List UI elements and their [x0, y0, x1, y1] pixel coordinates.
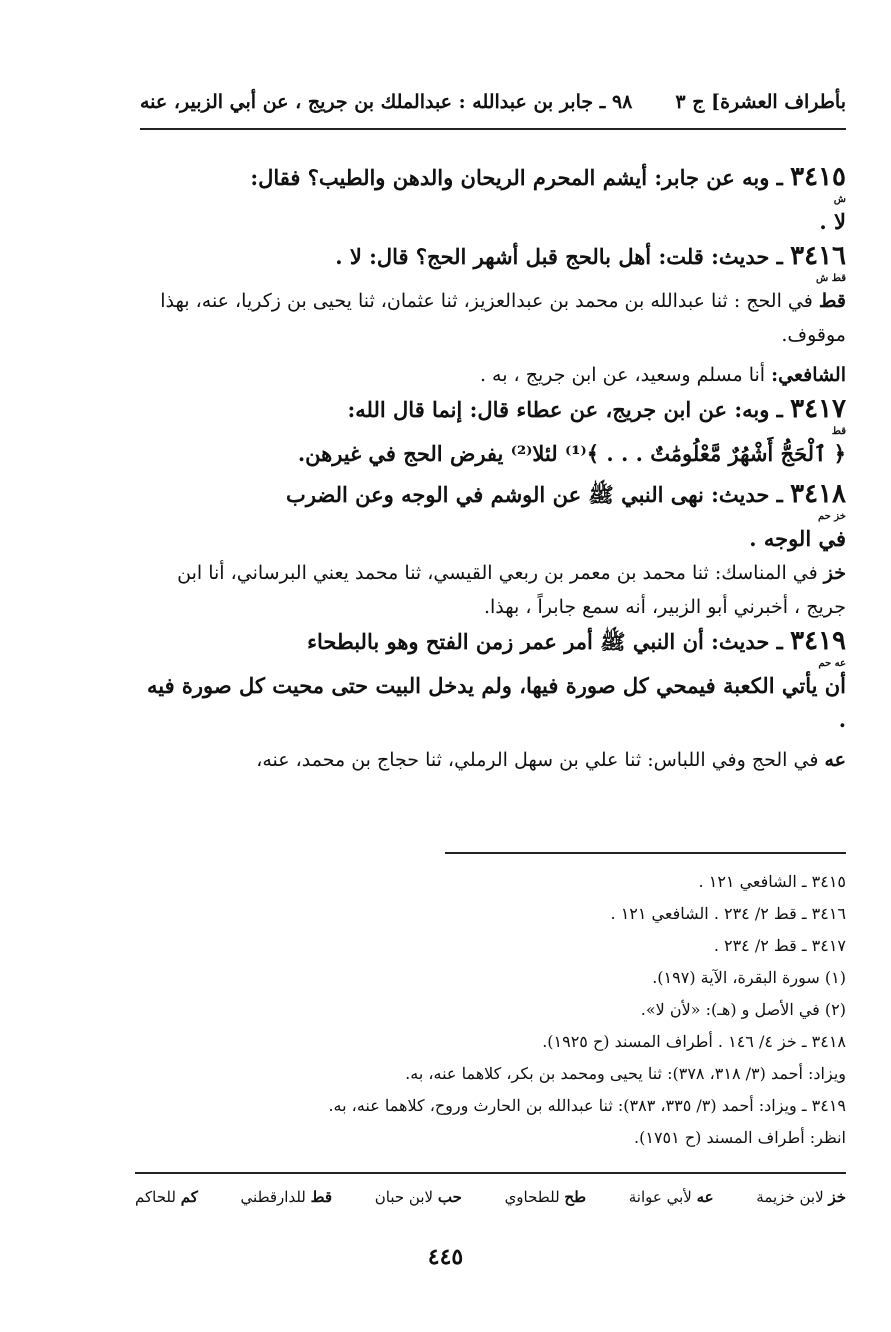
entry-heading [135, 160, 846, 195]
hadith-text: ـ حديث: قلت: أهل بالحج قبل أشهر الحج؟ قال: لا . [335, 244, 783, 269]
header-rule [140, 128, 846, 130]
abbr-item: عه لأبي عوانة [628, 1188, 714, 1206]
abbreviation-rule [135, 1172, 846, 1174]
page-number: ٤٤٥ [427, 1244, 464, 1270]
source-line [135, 284, 846, 352]
source-siglum: خز حم [817, 511, 846, 522]
footnotes [150, 866, 846, 1154]
footnote: ٣٤١٩ ـ ويزاد: أحمد (٣/ ٣٣٥، ٣٨٣): ثنا عبدالله بن الحارث وروح، كلاهما عنه، به. [328, 1096, 846, 1115]
footnote: انظر: أطراف المسند (ح ١٧٥١). [634, 1128, 846, 1147]
abbr-item: كم للحاكم [135, 1188, 198, 1206]
footnote: ٣٤١٥ ـ الشافعي ١٢١ . [698, 872, 846, 891]
footnote: ٣٤١٦ ـ قط ٢/ ٢٣٤ . الشافعي ١٢١ . [610, 904, 846, 923]
entry-heading [135, 477, 846, 512]
header-volume: بأطراف العشرة] ج ٣ [675, 91, 846, 113]
source-text: في المناسك: ثنا محمد بن معمر بن ربعي القيسي، ثنا محمد يعني البرساني، أنا ابن جريج ، أخبرني أبو الزبير، أنه سمع جابراً ، بهذا. [177, 562, 846, 618]
source-siglum: ش [833, 194, 846, 205]
abbr-item: طح للطحاوي [504, 1188, 587, 1206]
hadith-number: ٣٤١٧ [790, 394, 846, 424]
footnote-rule [445, 852, 846, 854]
source-text: في الحج : ثنا عبدالله بن محمد بن عبدالعزيز، ثنا عثمان، ثنا يحيى بن زكريا، عنه، بهذا موقوف. [160, 290, 846, 346]
abbreviation-key [135, 1188, 846, 1206]
entry-3418 [135, 477, 846, 624]
source-label: عه [824, 749, 846, 771]
hadith-text: ـ وبه: عن ابن جريج، عن عطاء قال: إنما قال الله: [347, 397, 783, 422]
footnote: ويزاد: أحمد (٣/ ٣١٨، ٣٧٨): ثنا يحيى ومحمد بن بكر، كلاهما عنه، به. [405, 1064, 846, 1083]
hadith-text: ـ وبه عن جابر: أيشم المحرم الريحان والدهن والطيب؟ فقال: [250, 165, 783, 190]
source-siglum: قط ش [816, 273, 846, 284]
entry-heading [135, 392, 846, 427]
entry-heading [135, 624, 846, 659]
hadith-text-cont: لا . [819, 209, 846, 234]
source-label: قط [818, 290, 846, 312]
source-siglum: قط [831, 426, 846, 437]
abbr-item: حب لابن حبان [374, 1188, 462, 1206]
header-chapter: ٩٨ ـ جابر بن عبدالله : عبدالملك بن جريج ، عن أبي الزبير، عنه [140, 91, 633, 113]
entry-3417 [135, 392, 846, 471]
source-text: في الحج وفي اللباس: ثنا علي بن سهل الرملي، ثنا حجاج بن محمد، عنه، [256, 749, 819, 771]
main-text [135, 160, 846, 777]
entry-heading [135, 239, 846, 274]
source-label: خز [823, 562, 846, 584]
source-line [135, 556, 846, 624]
quran-quote: ﴿ ٱلْحَجُّ أَشْهُرٌ مَّعْلُومَٰتٌ . . . ﴾⁽¹⁾ لئلا⁽²⁾ يفرض الحج في غيرهن. [297, 441, 846, 466]
source-siglum: عه حم [818, 658, 846, 669]
source-label: الشافعي: [771, 364, 846, 386]
hadith-text: ـ حديث: نهى النبي ﷺ عن الوشم في الوجه وعن الضرب [286, 482, 783, 507]
footnote: (٢) في الأصل و (هـ): «لأن لا». [640, 1000, 846, 1019]
running-header [140, 82, 846, 122]
source-line [135, 743, 846, 777]
hadith-text-cont: في الوجه . [749, 526, 846, 551]
abbr-item: خز لابن خزيمة [756, 1188, 846, 1206]
hadith-number: ٣٤١٩ [790, 626, 846, 656]
footnote: (١) سورة البقرة، الآية (١٩٧). [652, 968, 846, 987]
hadith-text-cont: أن يأتي الكعبة فيمحي كل صورة فيها، ولم يدخل البيت حتى محيت كل صورة فيه . [146, 673, 846, 732]
entry-3415 [135, 160, 846, 239]
hadith-number: ٣٤١٥ [790, 162, 846, 192]
hadith-number: ٣٤١٨ [790, 479, 846, 509]
hadith-number: ٣٤١٦ [790, 241, 846, 271]
abbr-item: قط للدارقطني [240, 1188, 333, 1206]
footnote: ٣٤١٧ ـ قط ٢/ ٢٣٤ . [713, 936, 846, 955]
entry-3416 [135, 239, 846, 392]
footnote: ٣٤١٨ ـ خز ٤/ ١٤٦ . أطراف المسند (ح ١٩٢٥). [542, 1032, 846, 1051]
source-text: أنا مسلم وسعيد، عن ابن جريج ، به . [479, 364, 766, 386]
source-line [135, 358, 846, 392]
hadith-text: ـ حديث: أن النبي ﷺ أمر عمر زمن الفتح وهو بالبطحاء [307, 629, 783, 654]
entry-3419 [135, 624, 846, 777]
